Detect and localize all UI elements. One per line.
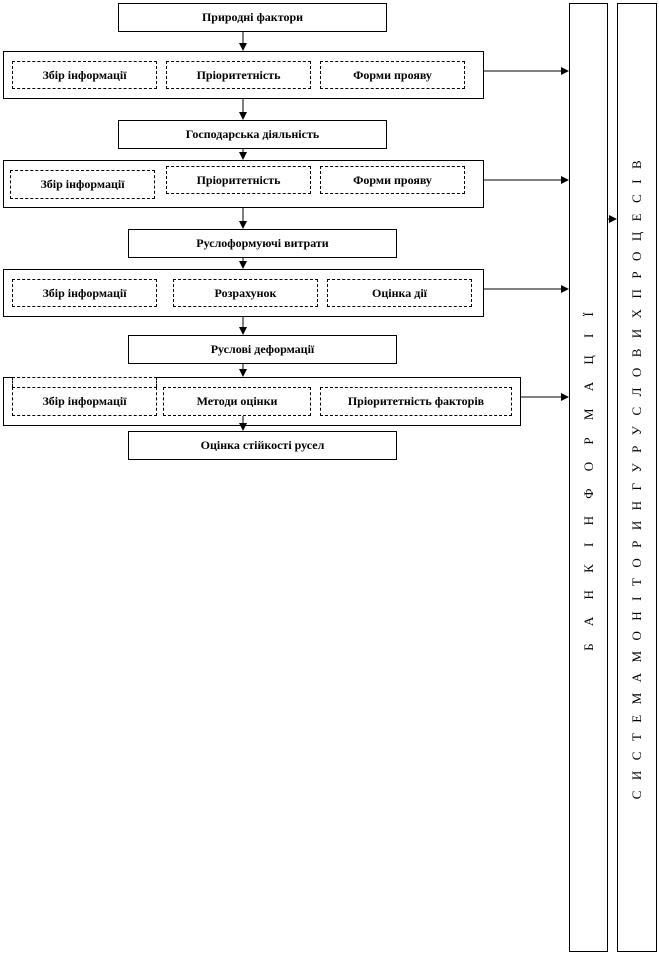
node-channel-deformations: Руслові деформації (128, 335, 397, 364)
group-2-priority: Пріоритетність (166, 166, 311, 194)
group-4-factor-priority: Пріоритетність факторів (320, 387, 512, 416)
monitoring-system-panel (617, 3, 657, 952)
group-1-info-collection: Збір інформації (12, 61, 157, 89)
monitoring-system-label: С И С Т Е М А М О Н І Т О Р И Н Г У Р У С Л О В И Х П Р О Ц Е С І В (629, 156, 644, 799)
group-1-manifestation-forms: Форми прояву (320, 61, 465, 89)
group-4-info-collection: Збір інформації (12, 387, 157, 416)
group-4-info-collection-shadow (12, 377, 157, 387)
group-3-info-collection: Збір інформації (12, 279, 157, 307)
info-bank-panel (569, 3, 608, 952)
node-economic-activity: Господарська діяльність (118, 120, 387, 149)
group-2-info-collection: Збір інформації (10, 170, 155, 199)
node-natural-factors: Природні фактори (118, 3, 387, 32)
group-1-priority: Пріоритетність (166, 61, 311, 89)
group-2-manifestation-forms: Форми прояву (320, 166, 465, 194)
group-3-impact-assessment: Оцінка дії (327, 279, 472, 307)
node-channel-forming-costs: Руслоформуючі витрати (128, 229, 397, 258)
info-bank-label: Б А Н К І Н Ф О Р М А Ц І Ї (580, 304, 596, 651)
group-3-calculation: Розрахунок (173, 279, 318, 307)
group-4-assessment-methods: Методи оцінки (163, 387, 311, 416)
node-stability-assessment: Оцінка стійкості русел (128, 431, 397, 460)
